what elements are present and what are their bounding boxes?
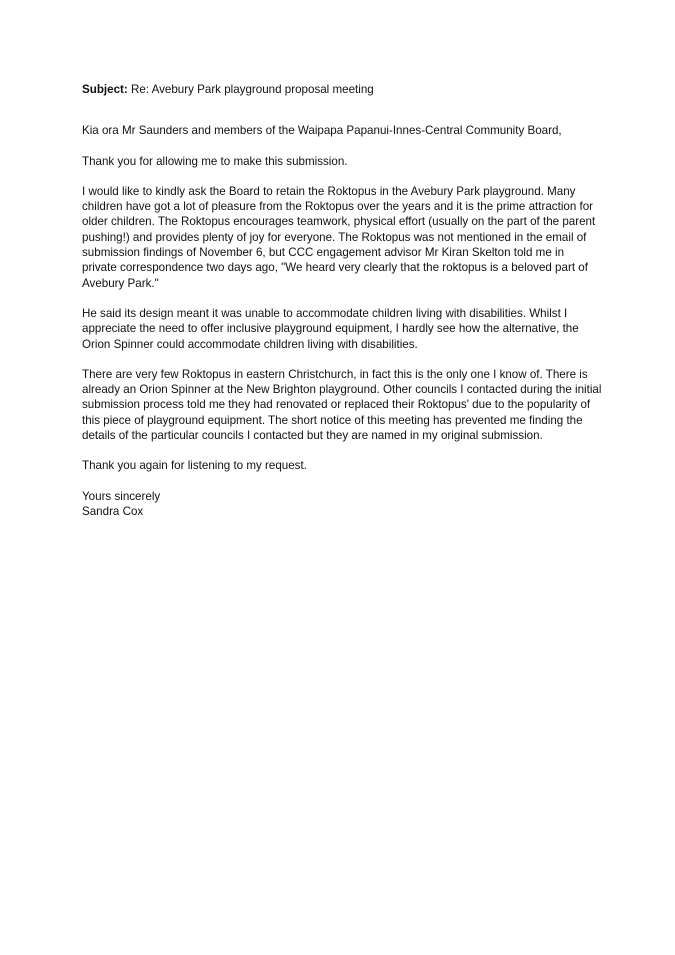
closing-block — [82, 489, 602, 520]
signature-name: Sandra Cox — [82, 504, 144, 518]
subject-label: Subject: — [82, 83, 128, 96]
subject-text: Re: Avebury Park playground proposal meeting — [127, 83, 374, 96]
sign-off: Yours sincerely — [82, 489, 161, 503]
paragraph-thanks: Thank you for allowing me to make this submission. — [82, 154, 348, 168]
subject-line — [82, 82, 602, 97]
greeting: Kia ora Mr Saunders and members of the Waipapa Papanui-Innes-Central Community Board, — [82, 124, 562, 138]
paragraph-accessibility: He said its design meant it was unable to accommodate children living with disabilities. Whilst I appreciate the need to offer inclusive playground equipment, I hardly see how the alternative, the Orion Spinner could accommodate children living with disabilities. — [82, 306, 579, 351]
paragraph-thanks-again: Thank you again for listening to my request. — [82, 459, 307, 473]
paragraph-request: I would like to kindly ask the Board to retain the Roktopus in the Avebury Park playground. Many children have got a lot of pleasure from the Roktopus over the years and it is the prime attraction for older children. The Roktopus encourages teamwork, physical effort (usually on the part of the parent pushing!) and provides plenty of joy for everyone. The Roktopus was not mentioned in the email of submission findings of November 6, but CCC engagement advisor Mr Kiran Skelton told me in private correspondence two days ago, "We heard very clearly that the roktopus is a beloved part of Avebury Park." — [82, 184, 596, 290]
letter-body — [82, 82, 602, 519]
paragraph-rarity: There are very few Roktopus in eastern Christchurch, in fact this is the only one I know of. There is already an Orion Spinner at the New Brighton playground. Other councils I contacted during the initial submission process told me they had renovated or replaced their Roktopus' due to the popularity of this piece of playground equipment. The short notice of this meeting has prevented me finding the details of the particular councils I contacted but they are named in my original submission. — [82, 367, 602, 443]
